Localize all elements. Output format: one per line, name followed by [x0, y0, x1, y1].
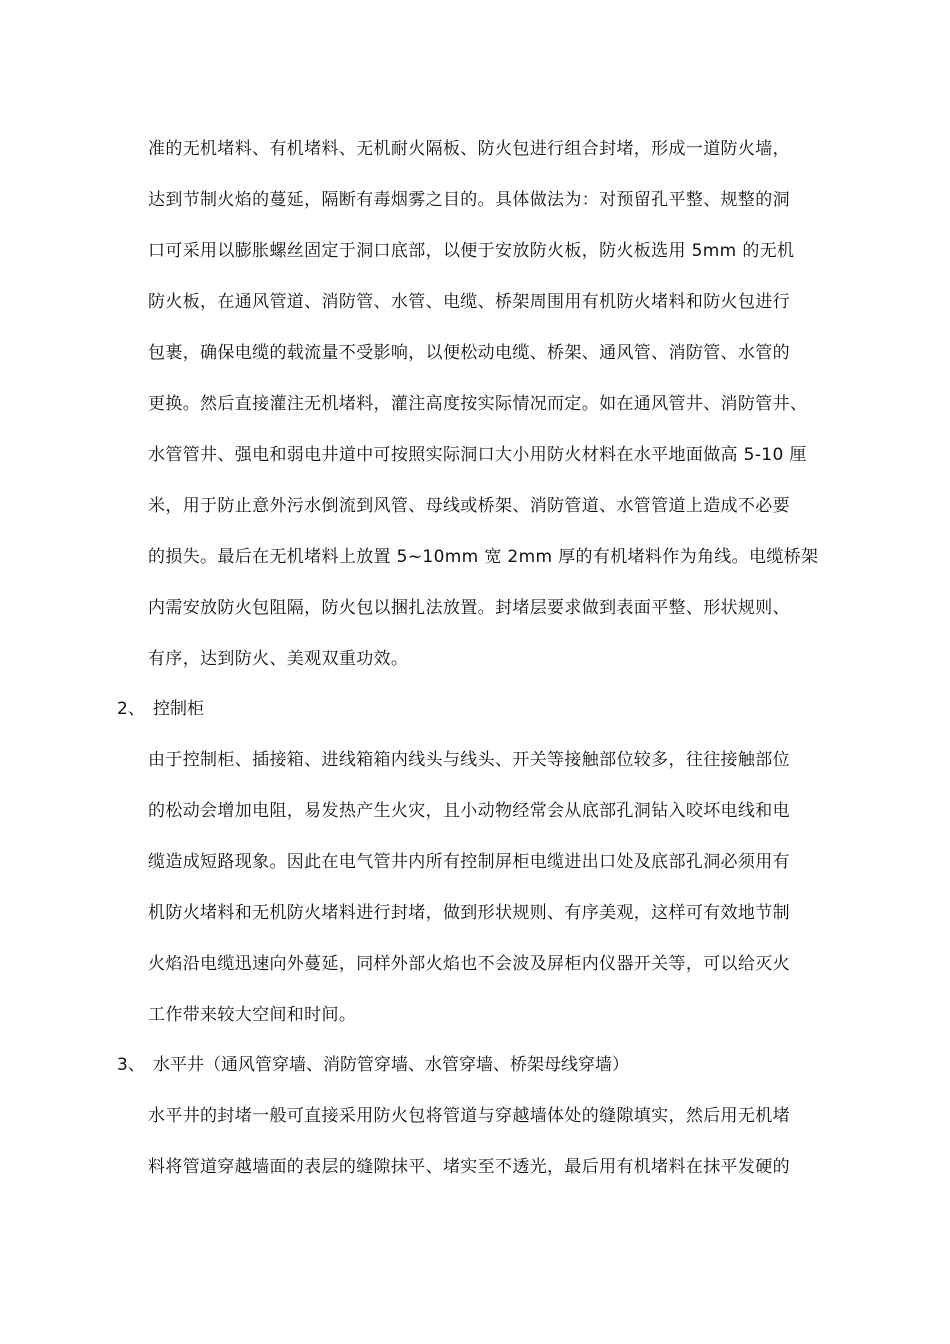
paragraph-line: 有序，达到防火、美观双重功效。 — [148, 649, 409, 669]
paragraph-line: 缆造成短路现象。因此在电气管井内所有控制屏柜电缆进出口处及底部孔洞必须用有 — [148, 852, 790, 872]
paragraph-line: 内需安放防火包阻隔，防火包以捆扎法放置。封堵层要求做到表面平整、形状规则、 — [148, 598, 790, 618]
paragraph-line: 料将管道穿越墙面的表层的缝隙抹平、堵实至不透光，最后用有机堵料在抹平发硬的 — [148, 1157, 790, 1177]
paragraph-line: 由于控制柜、插接箱、进线箱箱内线头与线头、开关等接触部位较多，往往接触部位 — [148, 750, 790, 770]
paragraph-line: 达到节制火焰的蔓延，隔断有毒烟雾之目的。具体做法为：对预留孔平整、规整的洞 — [148, 190, 790, 210]
paragraph-line: 水平井的封堵一般可直接采用防火包将管道与穿越墙体处的缝隙填实，然后用无机堵 — [148, 1106, 790, 1126]
section-number: 3、 — [117, 1055, 145, 1075]
section-title: 控制柜 — [153, 699, 204, 719]
paragraph-line: 机防火堵料和无机防火堵料进行封堵，做到形状规则、有序美观，这样可有效地节制 — [148, 903, 790, 923]
paragraph-line: 口可采用以膨胀螺丝固定于洞口底部，以便于安放防火板，防火板选用 5mm 的无机 — [148, 241, 795, 261]
paragraph-line: 准的无机堵料、有机堵料、无机耐火隔板、防火包进行组合封堵，形成一道防火墙， — [148, 139, 790, 159]
paragraph-line: 包裹，确保电缆的载流量不受影响，以便松动电缆、桥架、通风管、消防管、水管的 — [148, 343, 790, 363]
paragraph-line: 水管管井、强电和弱电井道中可按照实际洞口大小用防火材料在水平地面做高 5-10 厘 — [148, 445, 807, 465]
paragraph-line: 火焰沿电缆迅速向外蔓延，同样外部火焰也不会波及屏柜内仪器开关等，可以给灭火 — [148, 954, 790, 974]
paragraph-line: 的松动会增加电阻，易发热产生火灾，且小动物经常会从底部孔洞钻入咬坏电线和电 — [148, 801, 790, 821]
paragraph-line: 更换。然后直接灌注无机堵料，灌注高度按实际情况而定。如在通风管井、消防管井、 — [148, 394, 808, 414]
paragraph-line: 防火板，在通风管道、消防管、水管、电缆、桥架周围用有机防火堵料和防火包进行 — [148, 292, 790, 312]
section-heading-control-cabinet — [117, 694, 204, 724]
section-title: 水平井（通风管穿墙、消防管穿墙、水管穿墙、桥架母线穿墙） — [153, 1055, 629, 1075]
paragraph-line: 米，用于防止意外污水倒流到风管、母线或桥架、消防管道、水管管道上造成不必要 — [148, 496, 790, 516]
section-heading-horizontal-shaft — [117, 1050, 629, 1080]
paragraph-line: 的损失。最后在无机堵料上放置 5~10mm 宽 2mm 厚的有机堵料作为角线。电缆桥架 — [148, 547, 819, 567]
section-number: 2、 — [117, 699, 145, 719]
paragraph-line: 工作带来较大空间和时间。 — [148, 1005, 357, 1025]
